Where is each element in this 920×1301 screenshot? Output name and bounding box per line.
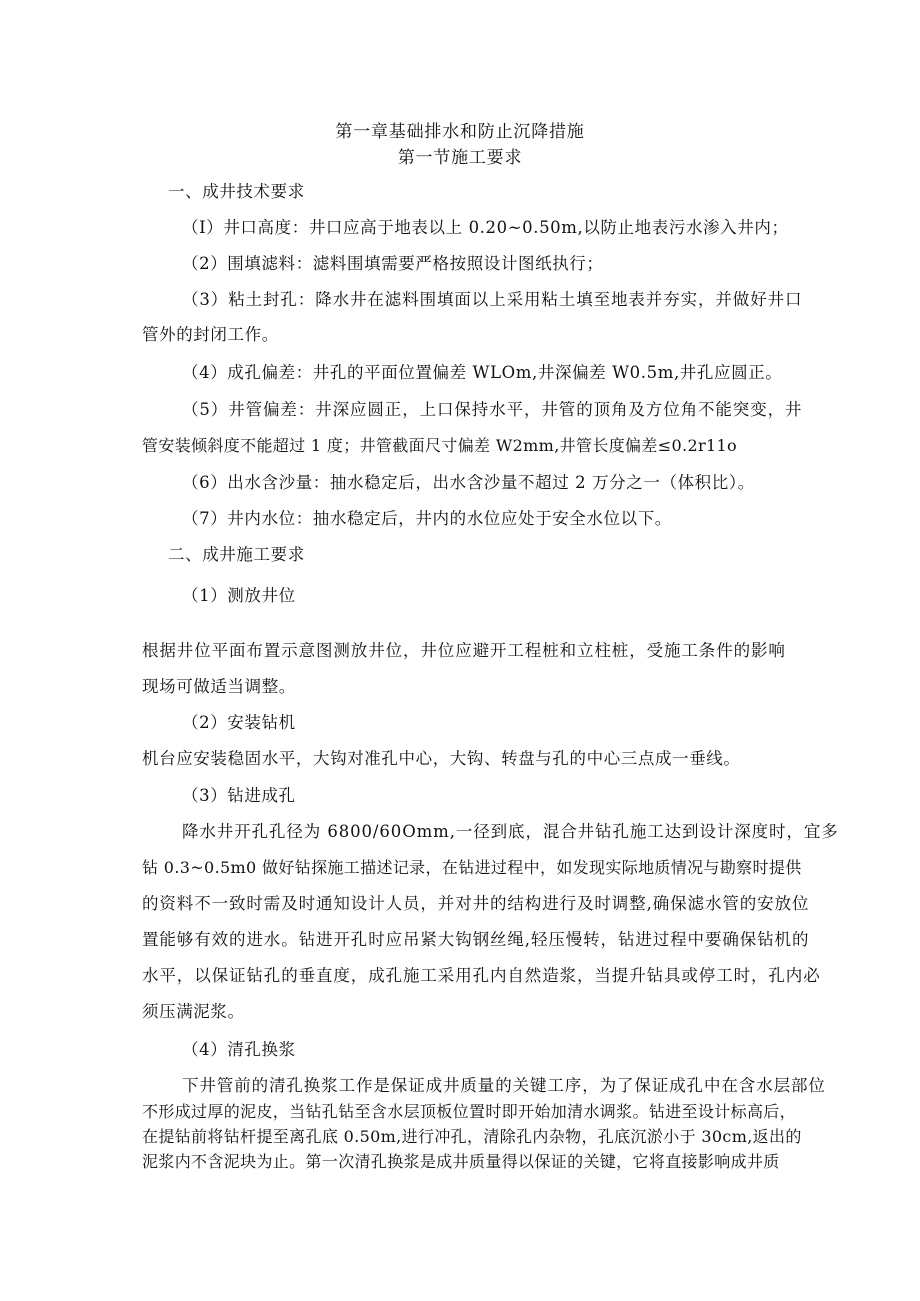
step-4-line-4: 泥浆内不含泥块为止。第一次清孔换浆是成井质量得以保证的关键，它将直接影响成井质 <box>142 1152 780 1171</box>
step-3-line-6: 须压满泥浆。 <box>142 1002 245 1021</box>
chapter-title: 第一章基础排水和防止沉降措施 <box>335 122 585 142</box>
requirement-7: （7）井内水位：抽水稳定后，井内的水位应处于安全水位以下。 <box>182 509 672 528</box>
step-3-line-5: 水平，以保证钻孔的垂直度，成孔施工采用孔内自然造浆，当提升钻具或停工时，孔内必 <box>142 966 821 985</box>
step-3-line-2: 钻 0.3~0.5m0 做好钻探施工描述记录，在钻进过程中，如发现实际地质情况与勘察时提供 <box>142 858 802 877</box>
step-4-title: （4）清孔换浆 <box>182 1040 296 1059</box>
step-3-line-4: 置能够有效的进水。钻进开孔时应吊紧大钩钢丝绳,轻压慢转，钻进过程中要确保钻机的 <box>142 930 810 949</box>
heading-well-construction-requirements: 二、成井施工要求 <box>168 545 305 564</box>
heading-well-tech-requirements: 一、成井技术要求 <box>168 182 305 201</box>
step-4-line-1: 下井管前的清孔换浆工作是保证成井质量的关键工序，为了保证成孔中在含水层部位 <box>182 1076 826 1095</box>
requirement-3-line-2: 管外的封闭工作。 <box>142 325 279 344</box>
step-4-line-2: 不形成过厚的泥皮，当钻孔钻至含水层顶板位置时即开始加清水调浆。钻进至设计标高后， <box>142 1102 797 1121</box>
step-3-title: （3）钻进成孔 <box>182 786 296 805</box>
requirement-2: （2）围填滤料：滤料围填需要严格按照设计图纸执行； <box>182 254 604 273</box>
requirement-4: （4）成孔偏差：井孔的平面位置偏差 WLOm,井深偏差 W0.5m,井孔应圆正。 <box>182 363 783 382</box>
step-2-line-1: 机台应安装稳固水平，大钩对准孔中心，大钩、转盘与孔的中心三点成一垂线。 <box>142 749 741 768</box>
step-1-title: （1）测放井位 <box>182 586 296 605</box>
requirement-5-line-1: （5）井管偏差：井深应圆正，上口保持水平，井管的顶角及方位角不能突变，井 <box>182 400 803 419</box>
step-4-line-3: 在提钻前将钻杆提至离孔底 0.50m,进行冲孔，清除孔内杂物，孔底沉淤小于 30cm,返出的 <box>142 1127 802 1146</box>
section-title: 第一节施工要求 <box>397 148 523 168</box>
requirement-3-line-1: （3）粘土封孔：降水井在滤料围填面以上采用粘土填至地表并夯实，并做好井口 <box>182 290 803 309</box>
step-2-title: （2）安装钻机 <box>182 713 296 732</box>
step-1-line-1: 根据井位平面布置示意图测放井位，井位应避开工程桩和立柱桩，受施工条件的影响 <box>142 641 786 660</box>
step-1-line-2: 现场可做适当调整。 <box>142 677 296 696</box>
step-3-line-3: 的资料不一致时需及时通知设计人员，并对井的结构进行及时调整,确保滤水管的安放位 <box>142 894 810 913</box>
requirement-5-line-2: 管安装倾斜度不能超过 1 度；井管截面尺寸偏差 W2mm,井管长度偏差≤0.2r11o <box>142 436 738 455</box>
requirement-6: （6）出水含沙量：抽水稳定后，出水含沙量不超过 2 万分之一（体积比）。 <box>182 473 755 492</box>
step-3-line-1: 降水井开孔孔径为 6800/60Omm,一径到底，混合井钻孔施工达到设计深度时，宜多 <box>182 822 839 841</box>
requirement-1: （I）井口高度：井口应高于地表以上 0.20~0.50m,以防止地表污水渗入井内； <box>182 218 789 237</box>
